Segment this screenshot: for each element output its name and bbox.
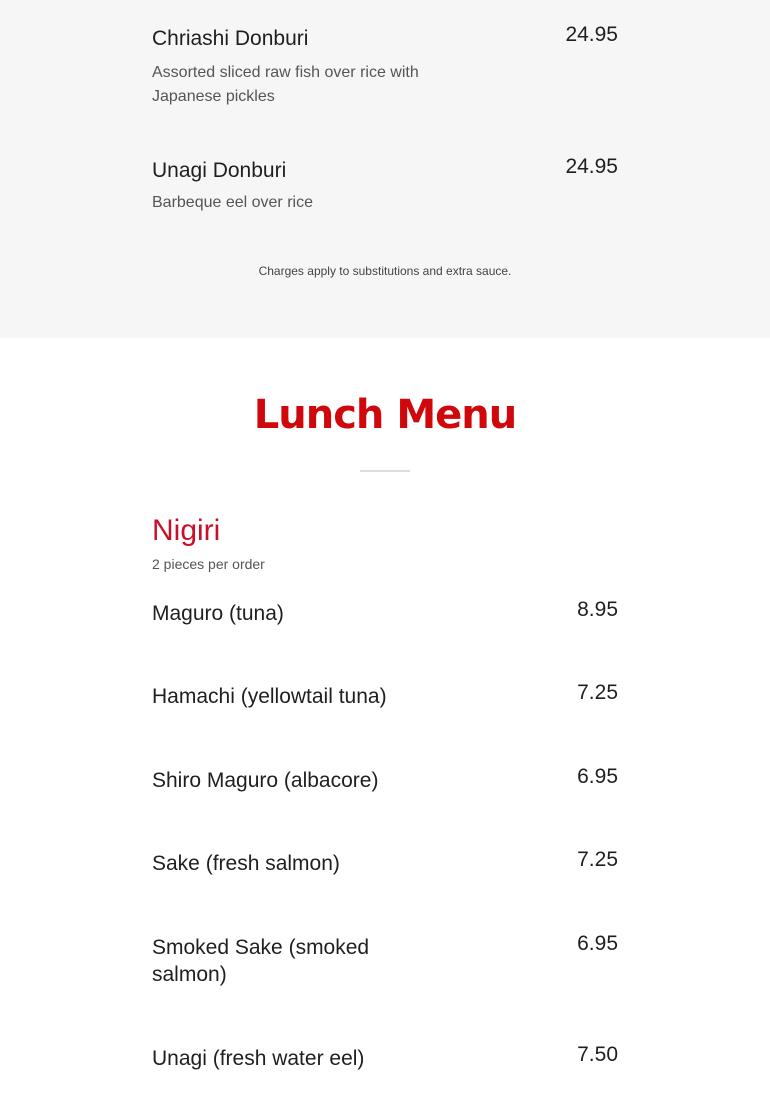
menu-item-name: Hamachi (yellowtail tuna) xyxy=(152,685,387,708)
lunch-section xyxy=(0,338,770,1120)
menu-item-price: 8.95 xyxy=(577,598,618,621)
menu-item-price: 6.95 xyxy=(577,932,618,955)
menu-item-price: 7.50 xyxy=(577,1043,618,1066)
menu-item-name: Unagi Donburi xyxy=(152,159,287,182)
menu-item-name: Unagi (fresh water eel) xyxy=(152,1047,365,1070)
menu-item-name: Smoked Sake (smoked salmon) xyxy=(152,936,370,986)
lunch-menu-title: Lunch Menu xyxy=(253,392,517,438)
category-title: Nigiri xyxy=(152,514,221,547)
category-subtitle: 2 pieces per order xyxy=(152,556,265,572)
menu-item-price: 24.95 xyxy=(565,155,618,178)
menu-item-name: Shiro Maguro (albacore) xyxy=(152,769,379,792)
menu-item-price: 24.95 xyxy=(565,23,618,46)
menu-item-price: 7.25 xyxy=(577,681,618,704)
menu-item-price: 6.95 xyxy=(577,765,618,788)
title-divider xyxy=(360,470,410,472)
menu-item-description: Barbeque eel over rice xyxy=(152,194,313,211)
donburi-section xyxy=(0,0,770,338)
menu-item-name: Sake (fresh salmon) xyxy=(152,852,340,875)
menu-item-price: 7.25 xyxy=(577,848,618,871)
substitution-note: Charges apply to substitutions and extra sauce. xyxy=(258,264,512,278)
menu-item-name: Maguro (tuna) xyxy=(152,602,284,625)
menu-item-description: Assorted sliced raw fish over rice with Japanese pickles xyxy=(152,64,419,105)
menu-item-name: Chriashi Donburi xyxy=(152,27,309,50)
